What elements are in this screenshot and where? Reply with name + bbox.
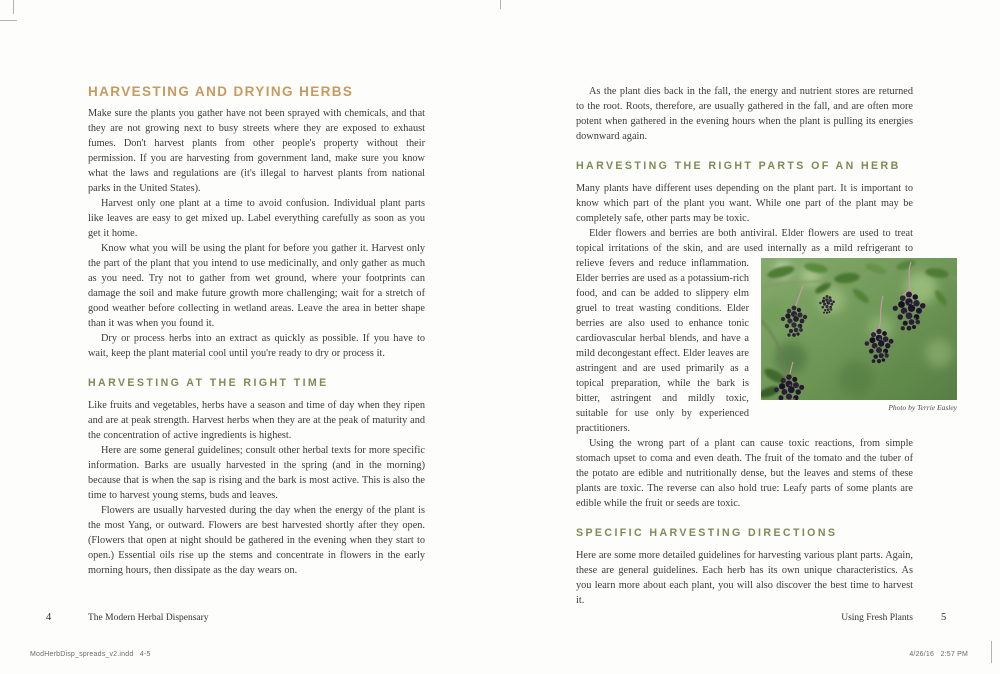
slug-timestamp: 4/26/16 2:57 PM (909, 651, 968, 658)
body-paragraph: Here are some general guidelines; consult other herbal texts for more specific information. Barks are usually harvested in the spring (and in the morning) because that is when the sap is rising and the bark is most active. This is also the time to harvest young stems, buds and leaves. (88, 445, 425, 501)
body-paragraph: Dry or process herbs into an extract as quickly as possible. If you have to wait, keep the plant material cool until you're ready to dry or process it. (88, 333, 425, 359)
body-paragraph: Using the wrong part of a plant can cause toxic reactions, from simple stomach upset to coma and even death. The fruit of the tomato and the tuber of the potato are edible and nutritionally dense, but the leaves and stems of these plants are toxic. The reverse can also hold true: Leafy parts of some plants are edible while the fruit or seeds are toxic. (576, 438, 913, 509)
body-paragraph: Many plants have different uses depending on the plant part. It is important to know which part of the plant you want. While one part of the plant may be completely safe, other parts may be toxic. (576, 183, 913, 224)
section-heading: SPECIFIC HARVESTING DIRECTIONS (576, 527, 838, 539)
running-footer-left: The Modern Herbal Dispensary (88, 613, 209, 623)
left-page (88, 84, 425, 578)
body-paragraph: As the plant dies back in the fall, the energy and nutrient stores are returned to the root. Roots, therefore, are usually gathered in the fall, and are often more potent when gathered in the evening hours when the plant is pulling its energies downward again. (576, 86, 913, 142)
right-page (576, 84, 957, 608)
elderberry-photo-figure (761, 258, 957, 412)
crop-mark (500, 0, 501, 9)
body-paragraph: Elder flowers and berries are both antiviral. Elder flowers are used to treat topical irritations of the skin, and are used internally as a mild refrigerant to (576, 228, 913, 254)
body-paragraph: relieve fevers and reduce inflammation. Elder berries are used as a potassium-rich food, and can be added to slippery elm gruel to treat wasting conditions. Elder berries are also used to enhance tonic cardiovascular herbal blends, and have a mild decongestant effect. Elder leaves are astringent and are used primarily as a topical preparation, while the bark is bitter, astringent and mildly toxic, suitable for use only by experienced practitioners. (576, 258, 749, 434)
page-number-left: 4 (46, 612, 52, 623)
body-paragraph: Here are some more detailed guidelines for harvesting various plant parts. Again, these are general guidelines. Each herb has its own unique characteristics. As you learn more about each plant, you will also discover the best time to harvest it. (576, 550, 913, 606)
body-paragraph: Know what you will be using the plant for before you gather it. Harvest only the part of the plant that you intend to use medicinally, and only gather as much as you need. Try not to gather from wet ground, where your footprints can damage the soil and make future growth more challenging; wait for a stretch of good weather before collecting in wetland areas. Leave the area in better shape than it was when you found it. (88, 243, 425, 329)
section-heading: HARVESTING AT THE RIGHT TIME (88, 377, 329, 389)
section-heading: HARVESTING THE RIGHT PARTS OF AN HERB (576, 160, 901, 172)
elderberry-photo (761, 258, 957, 400)
chapter-heading: HARVESTING AND DRYING HERBS (88, 84, 354, 99)
body-paragraph: Make sure the plants you gather have not been sprayed with chemicals, and that they are not growing next to busy streets where they are exposed to exhaust fumes. Don't harvest plants from other people's property without their permission. If you are harvesting from government land, make sure you know what the laws and regulations are (it's illegal to harvest plants from national parks in the United States). (88, 108, 425, 194)
crop-mark (13, 0, 14, 14)
slug-filename: ModHerbDisp_spreads_v2.indd 4-5 (30, 651, 151, 658)
body-paragraph: Like fruits and vegetables, herbs have a season and time of day when they ripen and are at peak strength. Harvest herbs when they are at the peak of maturity and the concentration of active ingredients is highest. (88, 400, 425, 441)
crop-mark (991, 641, 992, 663)
crop-mark (0, 20, 17, 21)
photo-caption: Photo by Terrie Easley (888, 403, 957, 412)
body-paragraph: Flowers are usually harvested during the day when the energy of the plant is the most Yang, or outward. Flowers are best harvested shortly after they open. (Flowers that open at night should be gathered in the evening when they start to open.) Essential oils rise up the stems and concentrate in flowers in the early morning hours, then dissipate as the day wears on. (88, 505, 425, 576)
page-number-right: 5 (941, 612, 947, 623)
running-footer-right: Using Fresh Plants (841, 613, 913, 623)
body-paragraph: Harvest only one plant at a time to avoid confusion. Individual plant parts like leaves are easy to get mixed up. Label everything carefully as soon as you get it home. (88, 198, 425, 239)
